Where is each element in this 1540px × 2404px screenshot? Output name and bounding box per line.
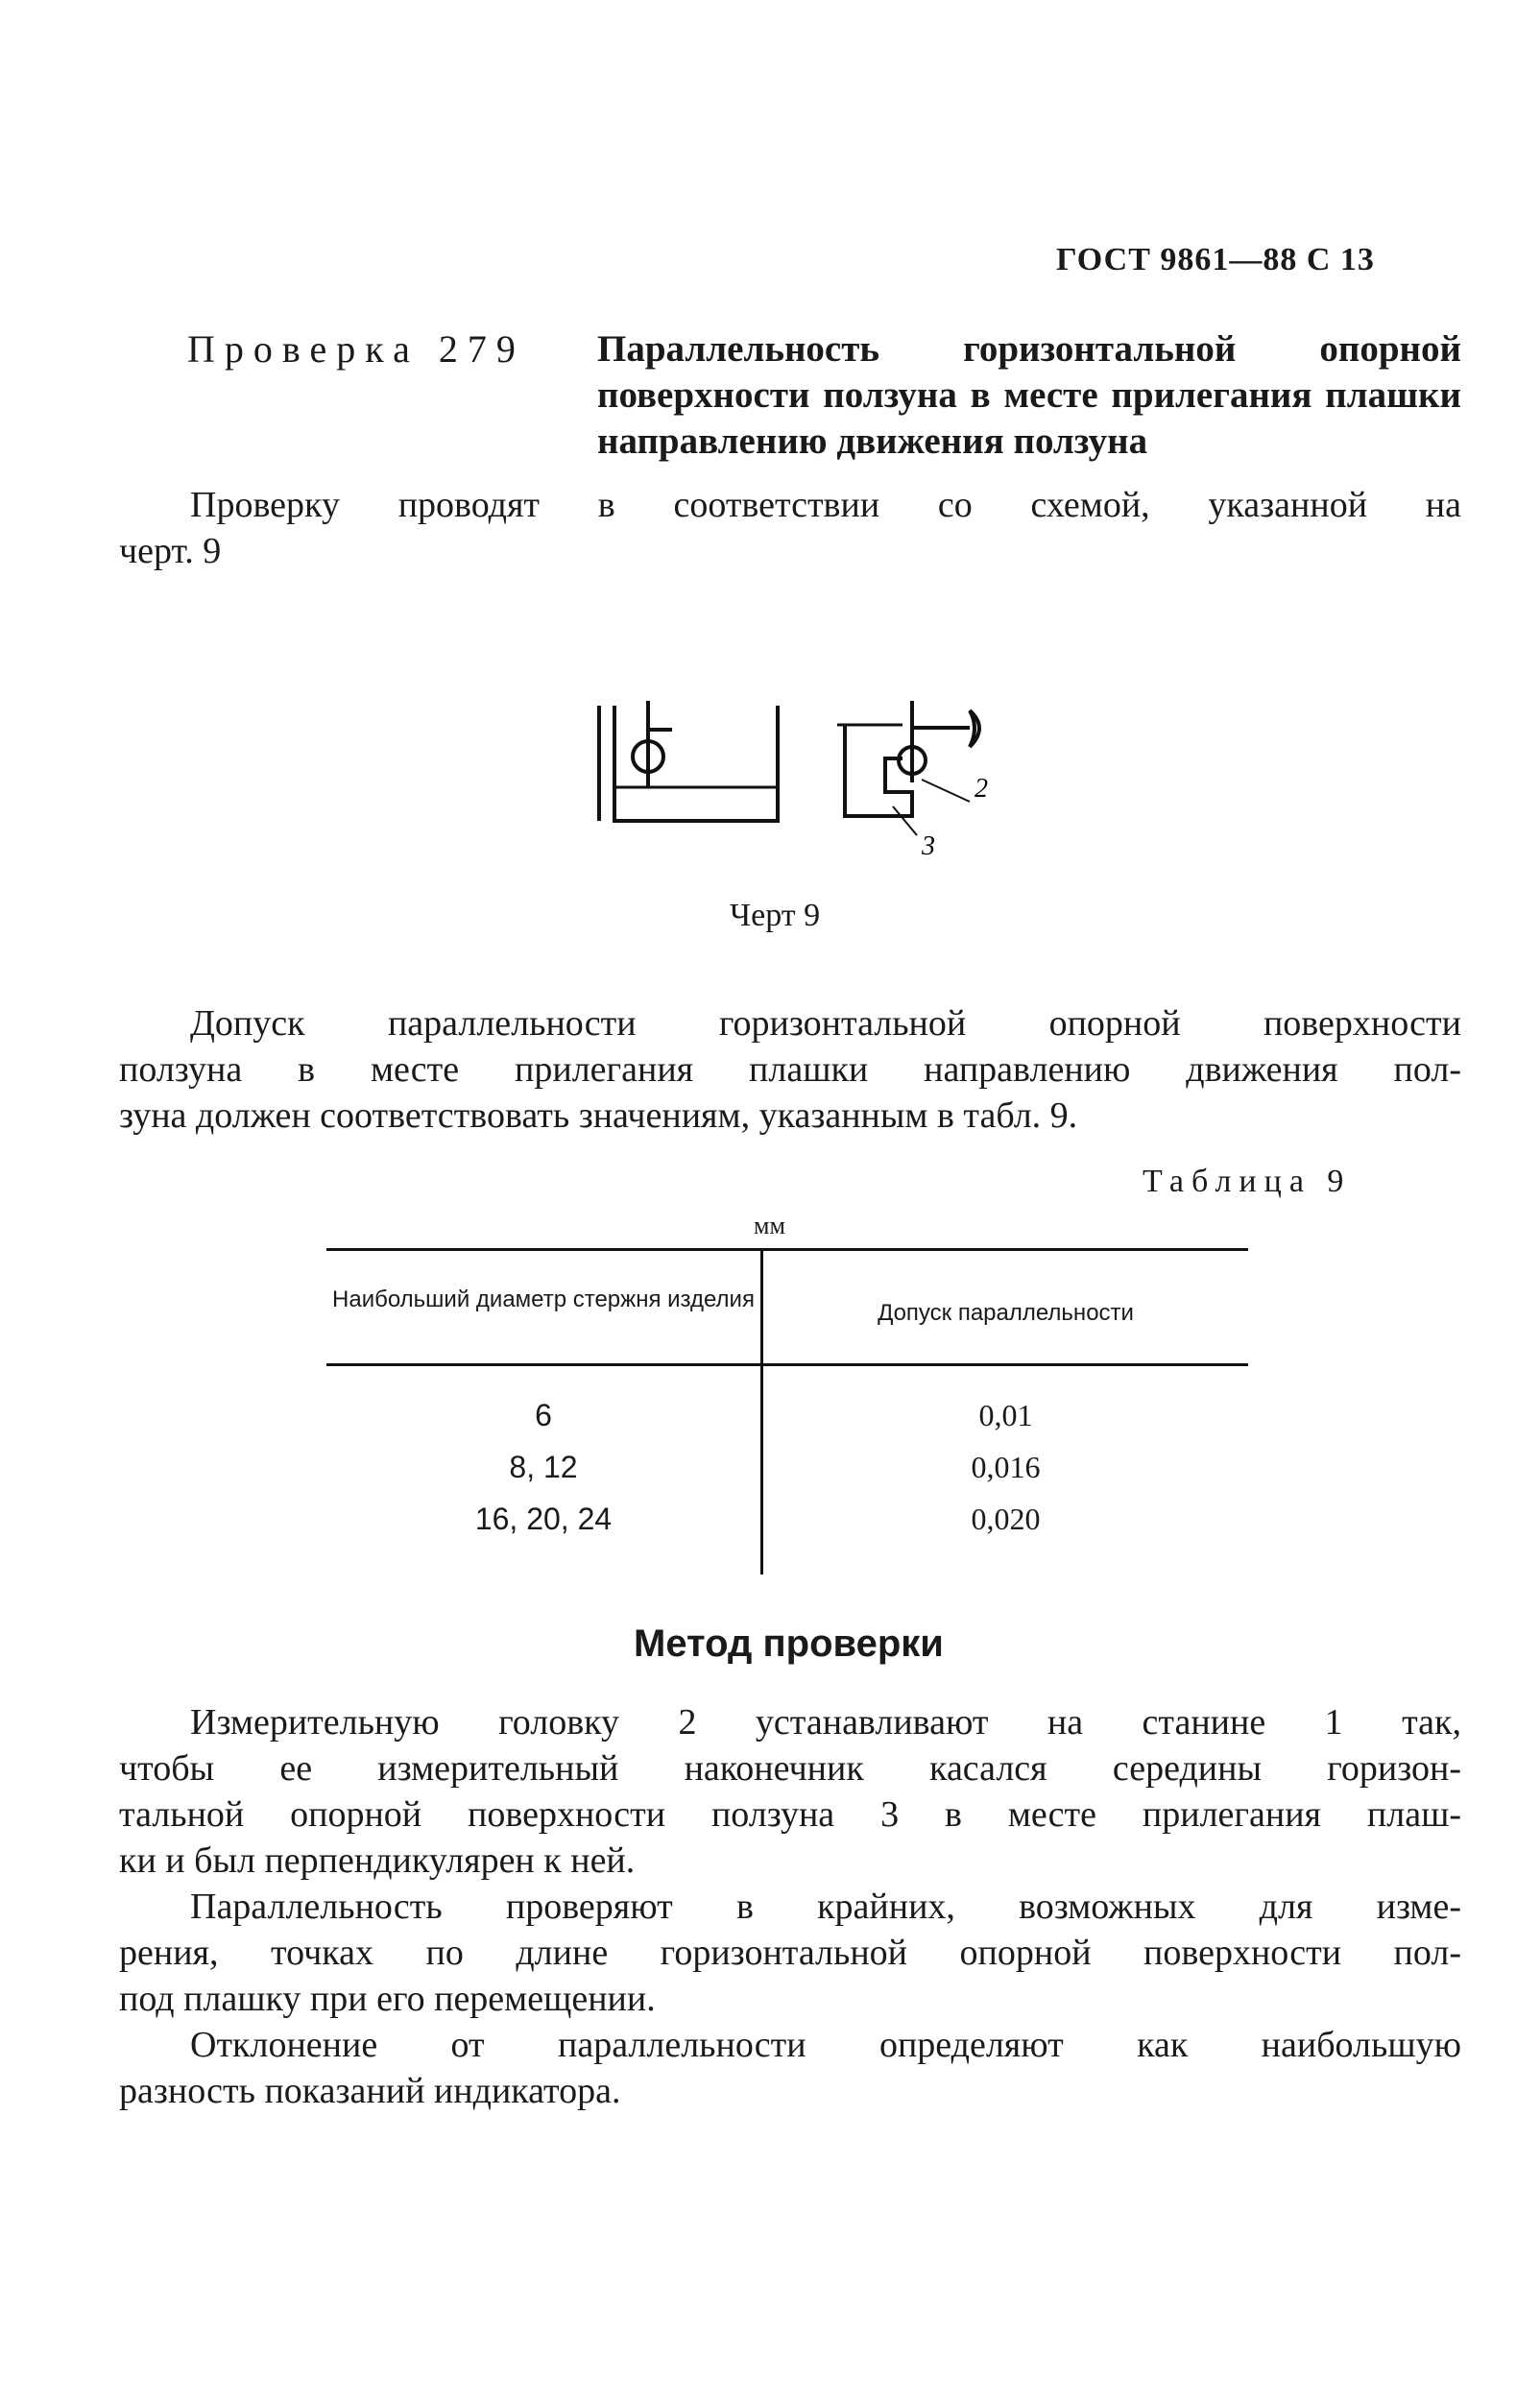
page-header: ГОСТ 9861—88 С 13 bbox=[1056, 242, 1375, 277]
method-title: Метод проверки bbox=[634, 1623, 944, 1665]
check-number: Проверка 279 bbox=[187, 327, 525, 371]
method-p3-line-1: Отклонение от параллельности определяют как наибольшую bbox=[190, 2025, 1461, 2065]
table-cell-diameter-3: 16, 20, 24 bbox=[474, 1502, 613, 1536]
tolerance-table bbox=[326, 1248, 1248, 1575]
figure-label-2: 2 bbox=[975, 774, 988, 804]
figure-caption: Черт 9 bbox=[730, 898, 821, 933]
table-caption: Таблица 9 bbox=[1143, 1164, 1352, 1199]
method-p2-line-2: рения, точках по длине горизонтальной опорной поверхности пол- bbox=[119, 1933, 1461, 1973]
method-p2-line-1: Параллельность проверяют в крайних, возможных для изме- bbox=[190, 1887, 1461, 1927]
leader-2 bbox=[922, 780, 970, 802]
table-cell-tolerance-1: 0,01 bbox=[978, 1398, 1033, 1432]
intro-line-1: Проверку проводят в соответствии со схемой, указанной на bbox=[190, 485, 1461, 525]
tolerance-line-2: ползуна в месте прилегания плашки направлению движения пол- bbox=[119, 1049, 1461, 1090]
method-p1-line-2: чтобы ее измерительный наконечник касался середины горизон- bbox=[119, 1748, 1461, 1789]
table-cell-diameter-1: 6 bbox=[535, 1398, 552, 1432]
table-top-rule bbox=[326, 1248, 1248, 1251]
table-header-rule bbox=[326, 1363, 1248, 1366]
left-frame bbox=[614, 706, 778, 821]
figure-9-diagram bbox=[586, 672, 1018, 893]
table-units: мм bbox=[754, 1212, 785, 1239]
table-header-tolerance: Допуск параллельности bbox=[878, 1300, 1134, 1326]
tolerance-line-3: зуна должен соответствовать значениям, указанным в табл. 9. bbox=[119, 1095, 1078, 1136]
method-text bbox=[119, 1699, 1461, 2114]
tolerance-line-1: Допуск параллельности горизонтальной опорной поверхности bbox=[190, 1003, 1461, 1044]
figure-label-3: 3 bbox=[922, 831, 935, 861]
table-cell-tolerance-3: 0,020 bbox=[971, 1502, 1041, 1536]
method-p1-line-1: Измерительную головку 2 устанавливают на станине 1 так, bbox=[190, 1702, 1461, 1743]
intro-paragraph bbox=[119, 482, 1461, 574]
tolerance-paragraph bbox=[119, 1000, 1461, 1139]
method-p3-line-2: разность показаний индикатора. bbox=[119, 2071, 621, 2111]
table-cell-diameter-2: 8, 12 bbox=[509, 1450, 578, 1484]
table-cell-tolerance-2: 0,016 bbox=[971, 1450, 1041, 1484]
method-p1-line-3: тальной опорной поверхности ползуна 3 в месте прилегания плаш- bbox=[119, 1794, 1461, 1835]
method-p2-line-3: под плашку при его перемещении. bbox=[119, 1979, 656, 2019]
check-title: Параллельность горизонтальной опорной поверхности ползуна в месте прилегания плашки направлению движения ползуна bbox=[597, 328, 1461, 462]
table-header-diameter: Наибольший диаметр стержня изделия bbox=[332, 1286, 755, 1312]
intro-line-2: черт. 9 bbox=[119, 531, 222, 571]
method-p1-line-4: ки и был перпендикулярен к ней. bbox=[119, 1840, 636, 1881]
